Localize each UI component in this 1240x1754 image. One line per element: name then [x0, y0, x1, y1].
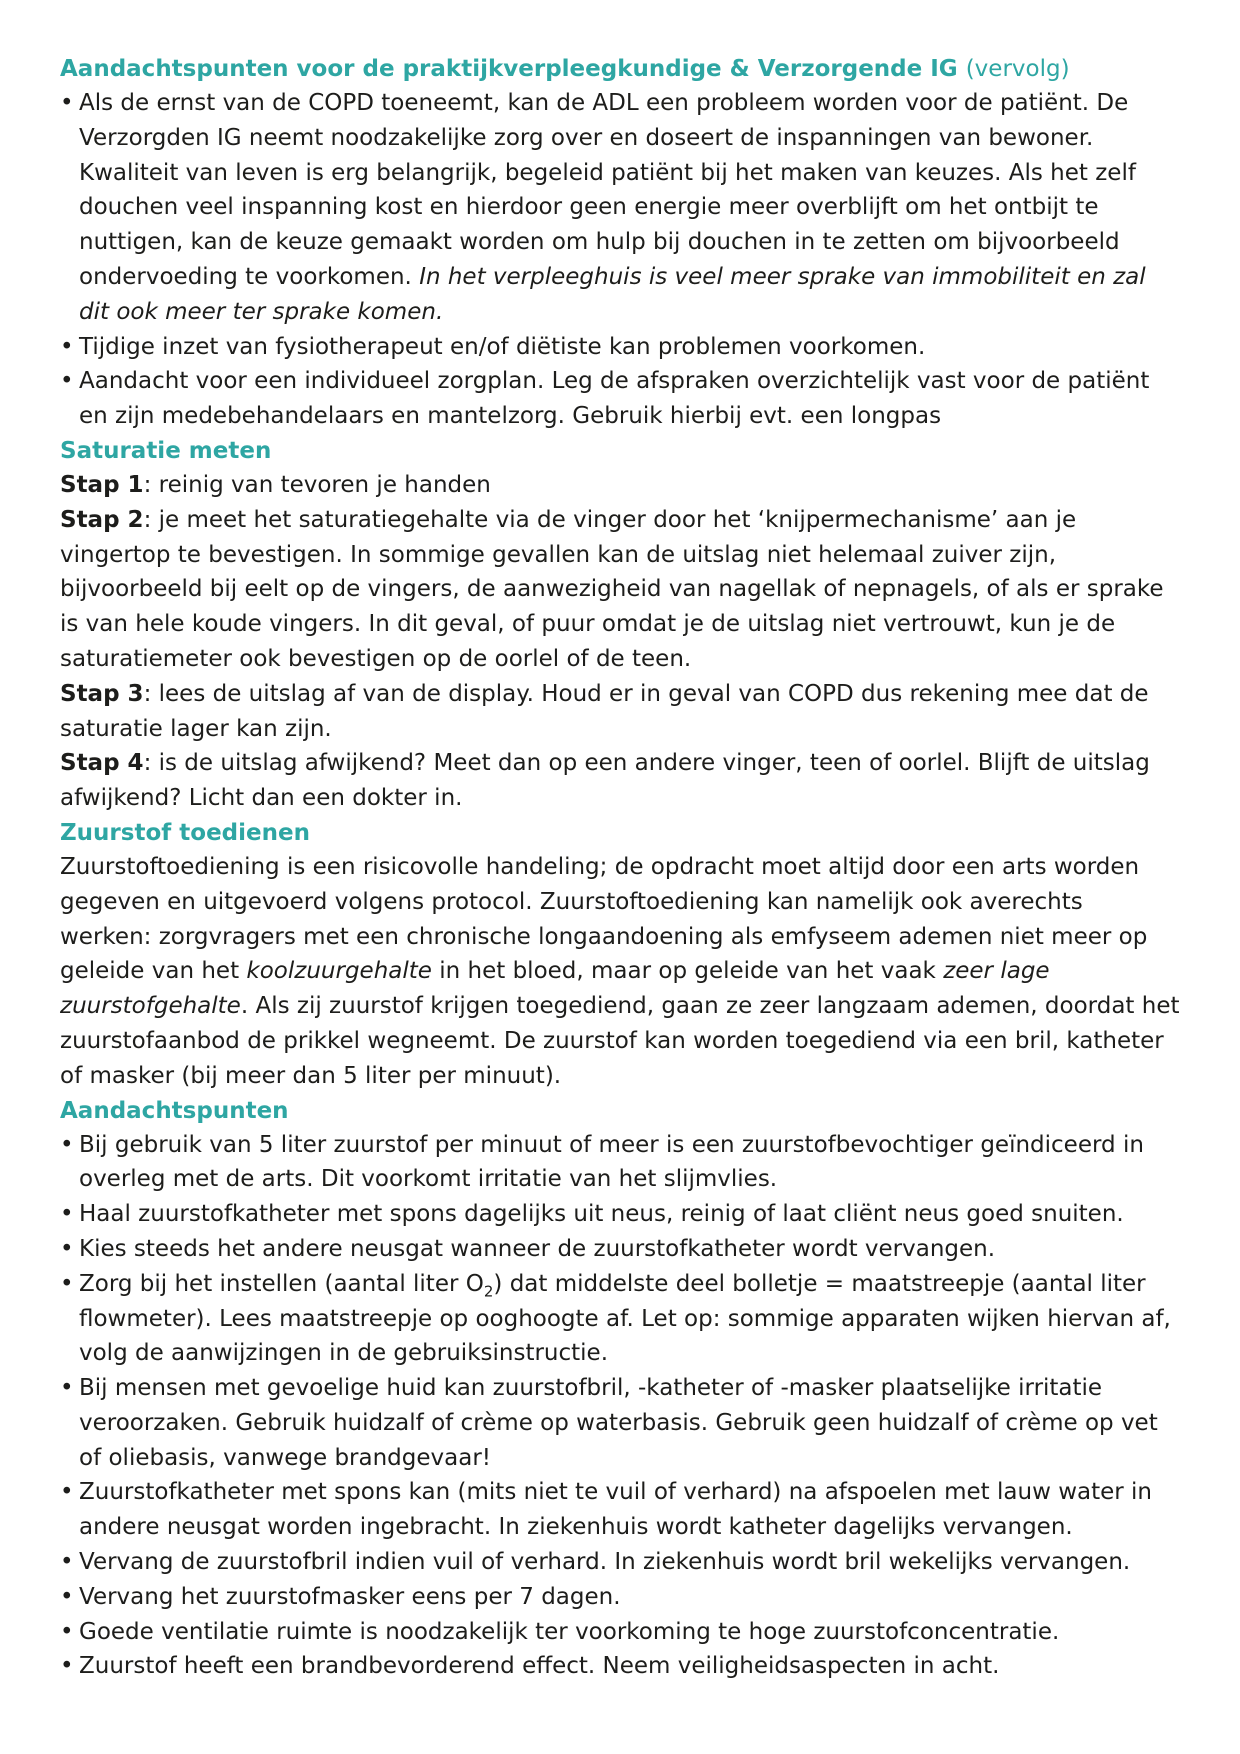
bullet-list-aandachtspunten-1: [60, 86, 1180, 434]
list-item: [60, 86, 1180, 330]
list-item: • Vervang het zuurstofmasker eens per 7 dagen.: [60, 1580, 1180, 1615]
bullet-text: ) dat middelste deel bolletje = maatstreepje (aantal liter flowmeter). Lees maatstreepje op ooghoogte af. Let op: sommige apparaten wijken hiervan af, volg de aanwijzingen in de gebruiksinstructie.: [79, 1270, 1171, 1367]
section-heading-zuurstof-toedienen: Zuurstof toedienen: [60, 819, 310, 846]
list-item: • Zuurstofkatheter met spons kan (mits niet te vuil of verhard) na afspoelen met lauw water in andere neusgat worden ingebracht. In ziekenhuis wordt katheter dagelijks vervangen.: [60, 1475, 1180, 1545]
bullet-text: Aandacht voor een individueel zorgplan. Leg de afspraken overzichtelijk vast voor de patiënt en zijn medebehandelaars en mantelzorg. Gebruik hierbij evt. een longpas: [79, 368, 1150, 430]
paragraph-text: in het bloed, maar op geleide van het vaak: [431, 958, 944, 985]
heading-note: (vervolg): [965, 56, 1070, 82]
step-text: : je meet het saturatiegehalte via de vinger door het ‘knijpermechanisme’ aan je vingertop te bevestigen. In sommige gevallen kan de uitslag niet helemaal zuiver zijn, bijvoorbeeld bij eelt op de vingers, de aanwezigheid van nagellak of nepnagels, of als er sprake is van hele koude vingers. In dit geval, of puur omdat je de uitslag niet vertrouwt, kun je de saturatiemeter ook bevestigen op de oorlel of de teen.: [60, 506, 1164, 672]
bullet-italic-text: In het verpleeghuis is veel meer sprake van immobiliteit en zal dit ook meer ter sprake komen.: [79, 263, 1146, 325]
bullet-list-aandachtspunten-2: [60, 1128, 1180, 1685]
step-label: Stap 3: [60, 680, 144, 707]
bullet-text: Zorg bij het instellen (aantal liter O: [79, 1270, 484, 1297]
step-text: : is de uitslag afwijkend? Meet dan op een andere vinger, teen of oorlel. Blijft de uitslag afwijkend? Licht dan een dokter in.: [60, 750, 1150, 812]
step-2: [60, 503, 1180, 677]
list-item: • Goede ventilatie ruimte is noodzakelijk ter voorkoming te hoge zuurstofconcentratie.: [60, 1615, 1180, 1650]
bullet-text: Als de ernst van de COPD toeneemt, kan de ADL een probleem worden voor de patiënt. De Verzorgden IG neemt noodzakelijke zorg over en doseert de inspanningen van bewoner. Kwaliteit van leven is erg belangrijk, begeleid patiënt bij het maken van keuzes. Als het zelf douchen veel inspanning kost en hierdoor geen energie meer overblijft om het ontbijt te nuttigen, kan de keuze gemaakt worden om hulp bij douchen in te zetten om bijvoorbeeld ondervoeding te voorkomen.: [79, 90, 1136, 290]
list-item: • Bij mensen met gevoelige huid kan zuurstofbril, -katheter of -masker plaatselijke irritatie veroorzaken. Gebruik huidzalf of crème op waterbasis. Gebruik geen huidzalf of crème op vet of oliebasis, vanwege brandgevaar!: [60, 1371, 1180, 1475]
section-heading-saturatie-meten: Saturatie meten: [60, 437, 272, 464]
subscript: 2: [483, 1282, 494, 1301]
step-label: Stap 2: [60, 506, 144, 533]
paragraph-italic-text: zeer lage zuurstofgehalte: [60, 958, 1050, 1020]
section-heading-aandachtspunten: Aandachtspunten: [60, 1097, 289, 1124]
paragraph-text: Zuurstoftoediening is een risicovolle handeling; de opdracht moet altijd door een arts worden gegeven en uitgevoerd volgens protocol. Zuurstoftoediening kan namelijk ook averechts werken: zorgvragers met een chronische longaandoening als emfyseem ademen niet meer op geleide van het: [60, 853, 1148, 985]
step-label: Stap 4: [60, 750, 144, 777]
list-item: • Haal zuurstofkatheter met spons dagelijks uit neus, reinig of laat cliënt neus goed snuiten.: [60, 1197, 1180, 1232]
list-item: [60, 364, 1180, 434]
section-heading-aandachtspunten-vervolg: [60, 52, 1180, 86]
list-item: • Kies steeds het andere neusgat wanneer de zuurstofkatheter wordt vervangen.: [60, 1232, 1180, 1267]
list-item: [60, 330, 1180, 365]
list-item: • Vervang de zuurstofbril indien vuil of verhard. In ziekenhuis wordt bril wekelijks vervangen.: [60, 1545, 1180, 1580]
step-text: : reinig van tevoren je handen: [143, 471, 491, 498]
paragraph-italic-text: koolzuurgehalte: [246, 958, 432, 985]
list-item: • Zuurstof heeft een brandbevorderend effect. Neem veiligheidsaspecten in acht.: [60, 1649, 1180, 1684]
step-4: [60, 746, 1180, 816]
step-text: : lees de uitslag af van de display. Houd er in geval van COPD dus rekening mee dat de saturatie lager kan zijn.: [60, 680, 1149, 742]
step-1: [60, 468, 1180, 503]
bullet-text: Tijdige inzet van fysiotherapeut en/of diëtiste kan problemen voorkomen.: [79, 333, 926, 360]
paragraph-text: . Als zij zuurstof krijgen toegediend, gaan ze zeer langzaam ademen, doordat het zuurstofaanbod de prikkel wegneemt. De zuurstof kan worden toegediend via een bril, katheter of masker (bij meer dan 5 liter per minuut).: [60, 993, 1180, 1089]
list-item: • Bij gebruik van 5 liter zuurstof per minuut of meer is een zuurstofbevochtiger geïndiceerd in overleg met de arts. Dit voorkomt irritatie van het slijmvlies.: [60, 1128, 1180, 1198]
list-item: [60, 1267, 1180, 1371]
step-3: [60, 677, 1180, 747]
step-label: Stap 1: [60, 471, 144, 498]
heading-text: Aandachtspunten voor de praktijkverpleegkundige & Verzorgende IG: [60, 56, 958, 82]
zuurstof-paragraph: [60, 850, 1180, 1094]
